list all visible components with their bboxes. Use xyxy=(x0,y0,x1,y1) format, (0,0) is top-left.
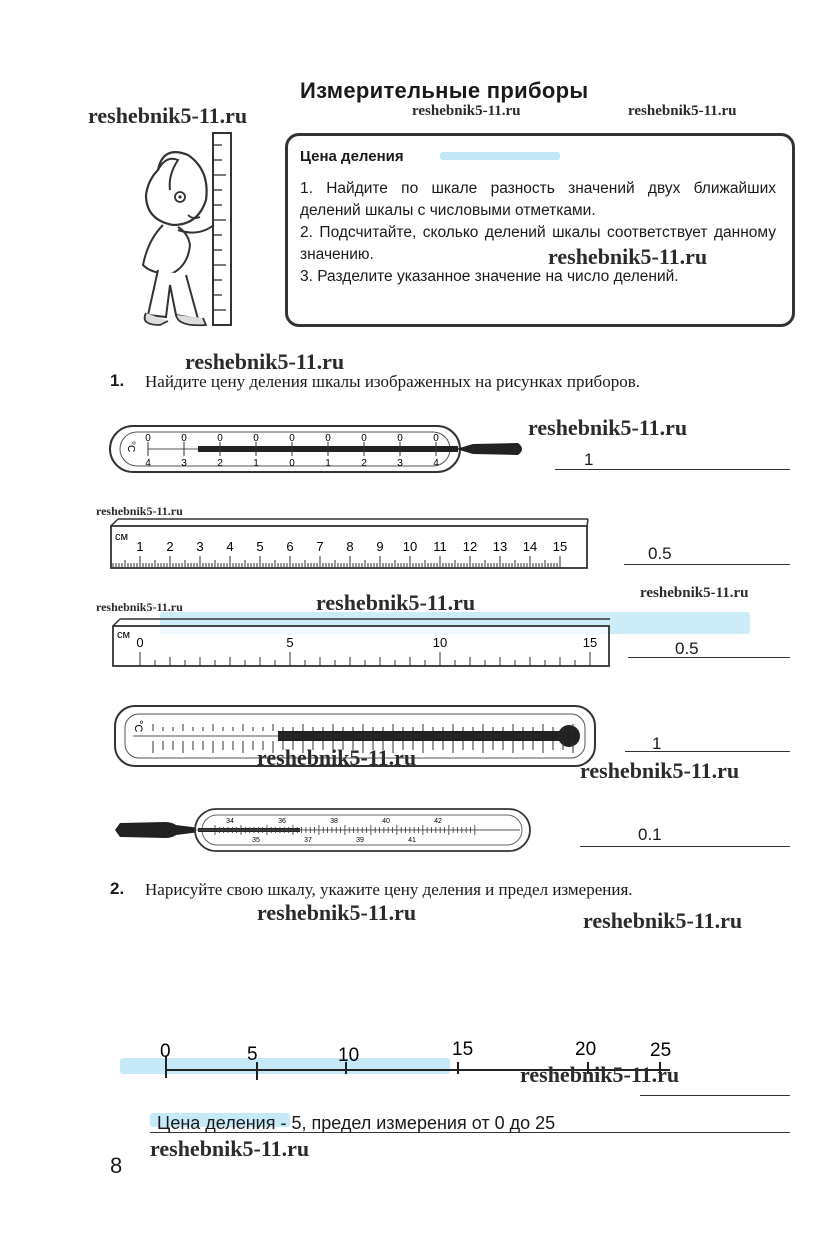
ruler-label: 14 xyxy=(522,539,538,554)
rule-step-2: 2. Подсчитайте, сколько делений шкалы соответствует данному значению. xyxy=(300,224,776,263)
ruler-label: 4 xyxy=(226,539,234,554)
watermark: reshebnik5-11.ru xyxy=(257,900,417,925)
answer-line xyxy=(555,469,790,470)
scale-label: 20 xyxy=(575,1039,597,1060)
answer-line xyxy=(580,846,790,847)
watermark: reshebnik5-11.ru xyxy=(548,244,708,269)
scale-label: 5 xyxy=(247,1044,258,1065)
watermark: reshebnik5-11.ru xyxy=(580,758,740,783)
watermark: reshebnik5-11.ru xyxy=(185,349,345,374)
tick-label: 3 xyxy=(397,458,403,469)
watermark: reshebnik5-11.ru xyxy=(88,103,248,128)
task-1-text: Найдите цену деления шкалы изображенных на рисунках приборов. xyxy=(145,372,640,391)
page-title: Измерительные приборы xyxy=(300,78,589,103)
answer-2: 0.5 xyxy=(648,544,672,563)
ruler-label: 5 xyxy=(256,539,264,554)
answer-line xyxy=(640,1095,790,1096)
watermark: reshebnik5-11.ru xyxy=(640,585,749,601)
tick-label: 1 xyxy=(325,458,331,469)
tick-label: 0 xyxy=(325,433,331,444)
task-2-number: 2. xyxy=(110,879,125,898)
scale-label: 10 xyxy=(338,1045,360,1066)
tick-label: 0 xyxy=(397,433,403,444)
thermometer-3 xyxy=(110,806,535,854)
tick-label: 38 xyxy=(330,818,338,825)
page-number: 8 xyxy=(110,1153,123,1178)
watermark: reshebnik5-11.ru xyxy=(96,600,183,614)
tick-label: 0 xyxy=(433,433,439,444)
tick-label: 36 xyxy=(278,818,286,825)
ruler-2-unit: см xyxy=(117,629,131,641)
answer-line xyxy=(628,657,790,658)
ruler-1-unit: см xyxy=(115,531,129,543)
task-1-number: 1. xyxy=(110,371,125,390)
cartoon-boy-measuring-illustration xyxy=(118,125,248,335)
answer-line xyxy=(625,751,790,752)
thermo-2-unit: °C xyxy=(132,720,144,733)
watermark: reshebnik5-11.ru xyxy=(412,103,521,119)
tick-label: 0 xyxy=(289,458,295,469)
watermark: reshebnik5-11.ru xyxy=(583,908,743,933)
ruler-label: 15 xyxy=(582,635,598,650)
tick-label: 0 xyxy=(253,433,259,444)
thermo-1-unit: °C xyxy=(125,441,136,453)
scale-label: 15 xyxy=(452,1039,474,1060)
ruler-label: 0 xyxy=(136,635,144,650)
ruler-label: 1 xyxy=(136,539,144,554)
tick-label: 4 xyxy=(433,458,439,469)
scale-label: 0 xyxy=(160,1041,171,1062)
ruler-label: 10 xyxy=(402,539,418,554)
ruler-label: 8 xyxy=(346,539,354,554)
rule-step-3: 3. Разделите указанное значение на число делений. xyxy=(300,268,679,285)
tick-label: 3 xyxy=(181,458,187,469)
answer-line xyxy=(150,1132,790,1133)
tick-label: 0 xyxy=(361,433,367,444)
tick-label: 39 xyxy=(356,837,364,844)
ruler-label: 9 xyxy=(376,539,384,554)
scale-label: 25 xyxy=(650,1040,672,1061)
answer-5: 0.1 xyxy=(638,825,662,844)
ruler-1 xyxy=(110,518,590,570)
ruler-label: 12 xyxy=(462,539,478,554)
answer-4: 1 xyxy=(652,734,662,753)
tick-label: 34 xyxy=(226,818,234,825)
watermark: reshebnik5-11.ru xyxy=(528,415,688,440)
ruler-label: 7 xyxy=(316,539,324,554)
task-2-text: Нарисуйте свою шкалу, укажите цену деления и предел измерения. xyxy=(145,880,633,899)
ruler-label: 2 xyxy=(166,539,174,554)
watermark: reshebnik5-11.ru xyxy=(257,745,417,770)
tick-label: 4 xyxy=(145,458,151,469)
tick-label: 2 xyxy=(217,458,223,469)
answer-line xyxy=(624,564,790,565)
watermark: reshebnik5-11.ru xyxy=(316,590,476,615)
ruler-label: 15 xyxy=(552,539,568,554)
watermark: reshebnik5-11.ru xyxy=(628,103,737,119)
tick-label: 0 xyxy=(181,433,187,444)
answer-1: 1 xyxy=(584,450,594,469)
ruler-label: 5 xyxy=(286,635,294,650)
tick-label: 41 xyxy=(408,837,416,844)
ruler-2 xyxy=(112,618,612,670)
ruler-label: 6 xyxy=(286,539,294,554)
blue-smudge xyxy=(440,152,560,160)
tick-label: 1 xyxy=(253,458,259,469)
tick-label: 40 xyxy=(382,818,390,825)
tick-label: 0 xyxy=(145,433,151,444)
rule-step-1: 1. Найдите по шкале разность значений двух ближайших делений шкалы с числовыми отметками. xyxy=(300,180,776,219)
rule-heading: Цена деления xyxy=(300,148,404,165)
watermark: reshebnik5-11.ru xyxy=(520,1062,680,1087)
watermark: reshebnik5-11.ru xyxy=(96,504,183,518)
tick-label: 35 xyxy=(252,837,260,844)
tick-label: 0 xyxy=(289,433,295,444)
tick-label: 2 xyxy=(361,458,367,469)
answer-3: 0.5 xyxy=(675,639,699,658)
ruler-label: 13 xyxy=(492,539,508,554)
ruler-label: 11 xyxy=(433,539,447,554)
thermometer-1 xyxy=(108,424,528,476)
ruler-label: 10 xyxy=(432,635,448,650)
tick-label: 0 xyxy=(217,433,223,444)
tick-label: 37 xyxy=(304,837,312,844)
tick-label: 42 xyxy=(434,818,442,825)
watermark: reshebnik5-11.ru xyxy=(150,1136,310,1161)
ruler-label: 3 xyxy=(196,539,204,554)
task-2-answer: Цена деления - 5, предел измерения от 0 до 25 xyxy=(157,1113,556,1133)
